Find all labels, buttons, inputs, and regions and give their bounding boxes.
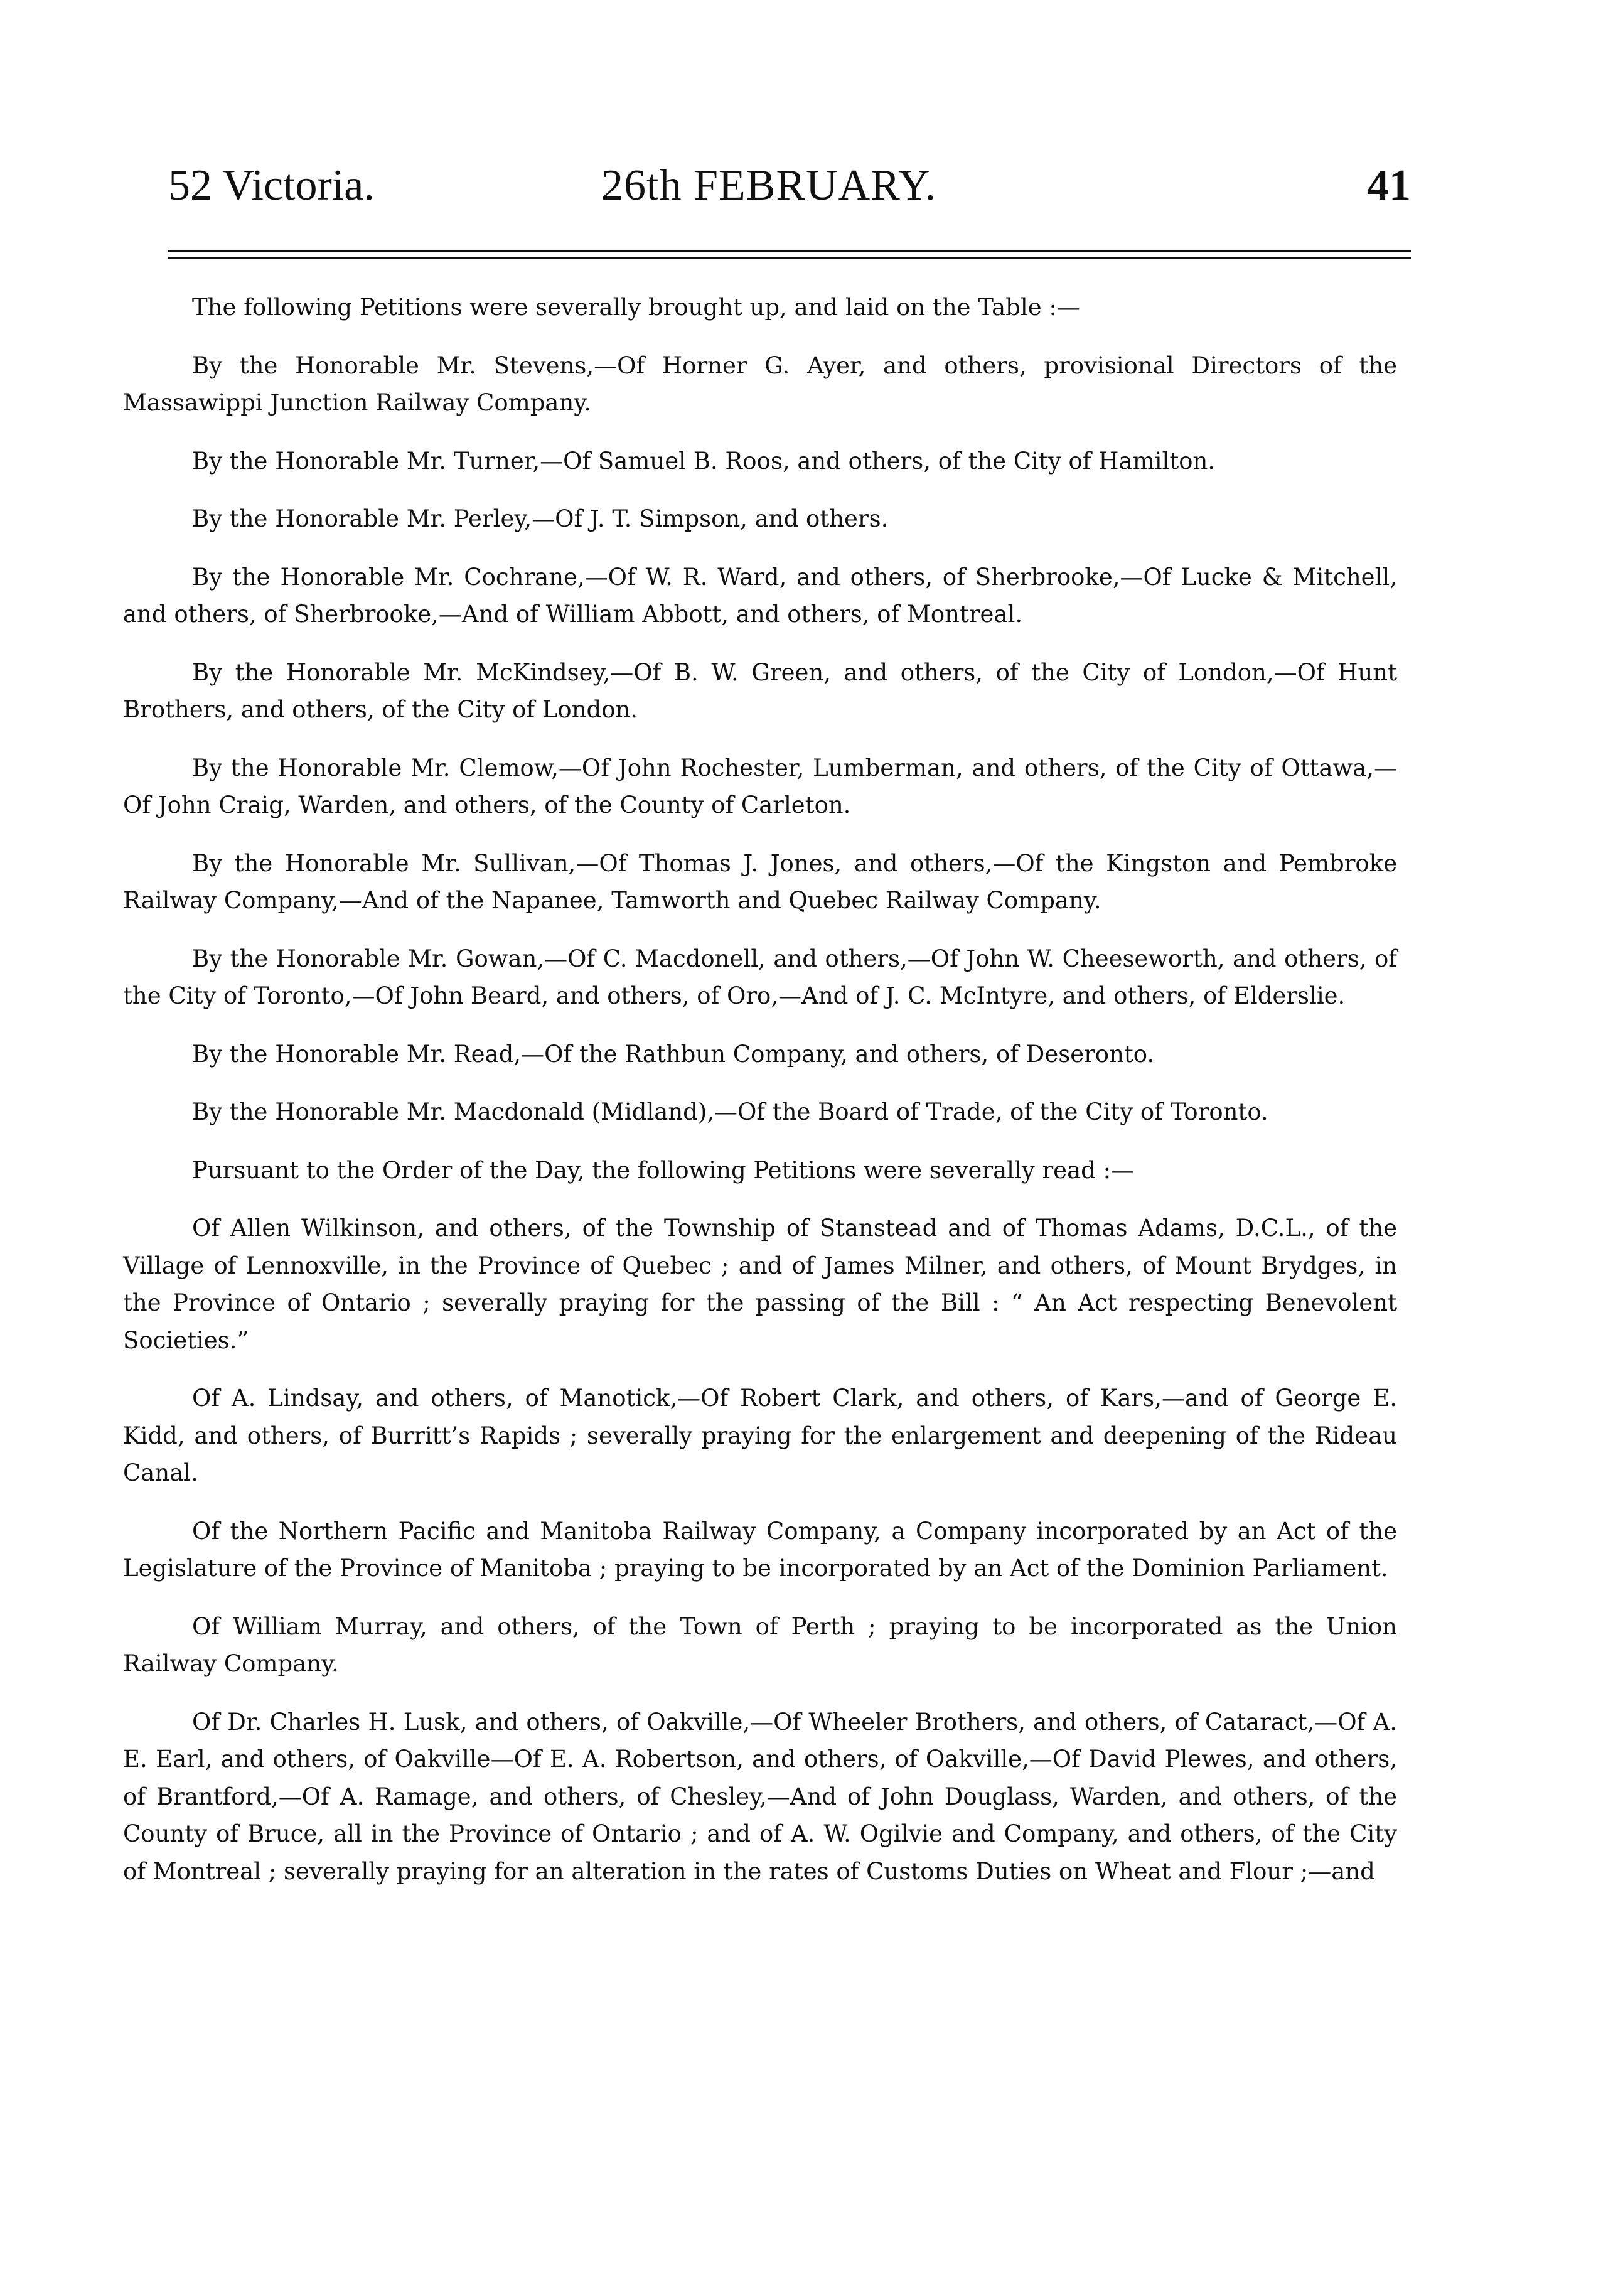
petition-rideau-canal: Of A. Lindsay, and others, of Manotick,—Of Robert Clark, and others, of Kars,—and of George E. Kidd, and others, of Burritt’s Rapids ; severally praying for the enlargement and deepening of the Rideau Canal. [123,1385,1397,1486]
petition-macdonald: By the Honorable Mr. Macdonald (Midland),—Of the Board of Trade, of the City of Toronto. [192,1098,1268,1125]
header-date: 26th FEBRUARY. [601,161,936,210]
petition-northern-pacific: Of the Northern Pacific and Manitoba Railway Company, a Company incorporated by an Act of the Legislature of the Province of Manitoba ; praying to be incorporated by an Act of the Dominion Parliament. [123,1517,1397,1582]
petition-sullivan: By the Honorable Mr. Sullivan,—Of Thomas J. Jones, and others,—Of the Kingston and Pembroke Railway Company,—And of the Napanee, Tamworth and Quebec Railway Company. [123,849,1397,914]
petition-union-railway: Of William Murray, and others, of the Town of Perth ; praying to be incorporated as the Union Railway Company. [123,1612,1397,1677]
petition-turner: By the Honorable Mr. Turner,—Of Samuel B. Roos, and others, of the City of Hamilton. [192,447,1216,475]
page-number: 41 [1367,161,1411,210]
petition-clemow: By the Honorable Mr. Clemow,—Of John Rochester, Lumberman, and others, of the City of Ottawa,—Of John Craig, Warden, and others, of the County of Carleton. [123,754,1397,818]
petition-cochrane: By the Honorable Mr. Cochrane,—Of W. R. Ward, and others, of Sherbrooke,—Of Lucke & Mitchell, and others, of Sherbrooke,—And of William Abbott, and others, of Montreal. [123,563,1397,628]
petition-perley: By the Honorable Mr. Perley,—Of J. T. Simpson, and others. [192,505,889,532]
order-of-day-paragraph: Pursuant to the Order of the Day, the following Petitions were severally read :— [192,1156,1135,1184]
petition-customs-duties: Of Dr. Charles H. Lusk, and others, of Oakville,—Of Wheeler Brothers, and others, of Cataract,—Of A. E. Earl, and others, of Oakville—Of E. A. Robertson, and others, of Oakville,—Of David Plewes, and others, of Brantford,—Of A. Ramage, and others, of Chesley,—And of John Douglass, Warden, and others, of the County of Bruce, all in the Province of Ontario ; and of A. W. Ogilvie and Company, and others, of the City of Montreal ; severally praying for an alteration in the rates of Customs Duties on Wheat and Flour ;—and [123,1708,1397,1885]
petition-gowan: By the Honorable Mr. Gowan,—Of C. Macdonell, and others,—Of John W. Cheeseworth, and others, of the City of Toronto,—Of John Beard, and others, of Oro,—And of J. C. McIntyre, and others, of Elderslie. [123,945,1397,1009]
intro-paragraph: The following Petitions were severally brought up, and laid on the Table :— [192,294,1080,321]
petition-benevolent-societies: Of Allen Wilkinson, and others, of the Township of Stanstead and of Thomas Adams, D.C.L., of the Village of Lennoxville, in the Province of Quebec ; and of James Milner, and others, of Mount Brydges, in the Province of Ontario ; severally praying for the passing of the Bill : “ An Act respecting Benevolent Societies.” [123,1215,1397,1354]
petition-read: By the Honorable Mr. Read,—Of the Rathbun Company, and others, of Deseronto. [192,1040,1155,1068]
page-header [168,161,1411,223]
regnal-year: 52 Victoria. [168,161,375,210]
header-double-rule [168,250,1411,259]
page-body [123,289,1397,1890]
petition-stevens: By the Honorable Mr. Stevens,—Of Horner G. Ayer, and others, provisional Directors of the Massawippi Junction Railway Company. [123,351,1397,416]
petition-mckindsey: By the Honorable Mr. McKindsey,—Of B. W. Green, and others, of the City of London,—Of Hunt Brothers, and others, of the City of London. [123,658,1397,723]
